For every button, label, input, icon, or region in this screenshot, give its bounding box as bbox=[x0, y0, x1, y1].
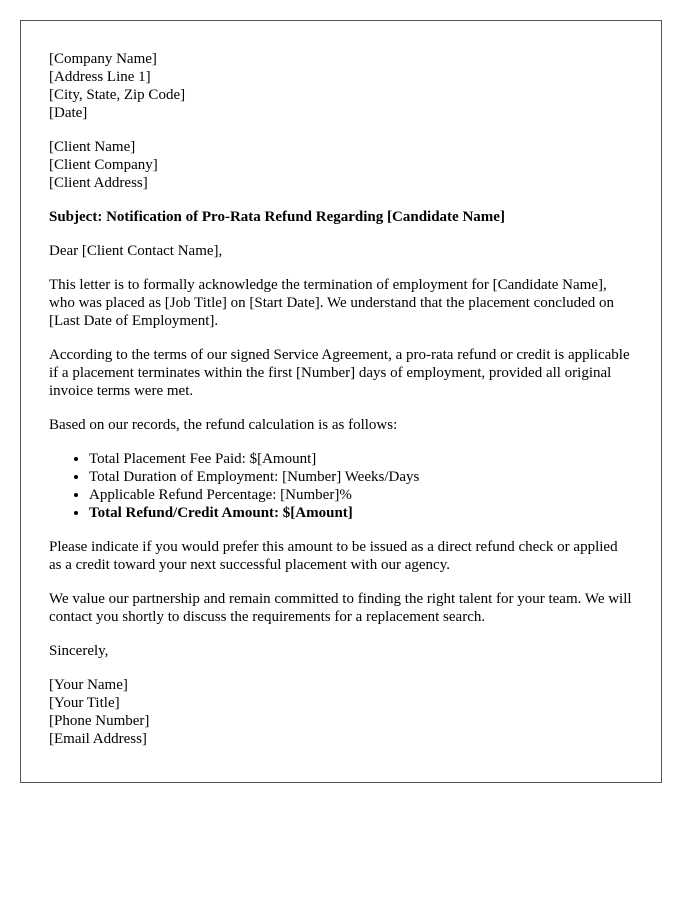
list-item-refund-percentage: • Applicable Refund Percentage: [Number]% bbox=[89, 486, 633, 504]
recipient-block bbox=[49, 138, 633, 192]
signature-block bbox=[49, 676, 633, 748]
recipient-client-name: [Client Name] bbox=[49, 139, 136, 155]
body-paragraph-termination: This letter is to formally acknowledge the termination of employment for [Candidate Name], who was placed as [Job Title] on [Start Date]. We understand that the placement concluded on [Last Date of Employment]. bbox=[49, 277, 615, 329]
signature-your-name: [Your Name] bbox=[49, 677, 128, 693]
sender-block bbox=[49, 50, 633, 122]
list-item-total-refund: • Total Refund/Credit Amount: $[Amount] bbox=[89, 504, 633, 522]
body-paragraph-agreement: According to the terms of our signed Service Agreement, a pro-rata refund or credit is applicable if a placement terminates within the first [Number] days of employment, provided all original invoice terms were met. bbox=[49, 347, 630, 399]
subject-line: Subject: Notification of Pro-Rata Refund Regarding [Candidate Name] bbox=[49, 209, 505, 225]
salutation: Dear [Client Contact Name], bbox=[49, 243, 223, 259]
letter-date: [Date] bbox=[49, 105, 88, 121]
body-paragraph-partnership: We value our partnership and remain committed to finding the right talent for your team. We will contact you shortly to discuss the requirements for a replacement search. bbox=[49, 591, 632, 625]
recipient-client-company: [Client Company] bbox=[49, 157, 158, 173]
body-paragraph-refund-preference: Please indicate if you would prefer this amount to be issued as a direct refund check or applied as a credit toward your next successful placement with our agency. bbox=[49, 539, 618, 573]
letter-page bbox=[20, 20, 662, 783]
refund-calculation-list bbox=[49, 450, 633, 522]
closing: Sincerely, bbox=[49, 643, 109, 659]
sender-city-state-zip: [City, State, Zip Code] bbox=[49, 87, 186, 103]
sender-company-name: [Company Name] bbox=[49, 51, 157, 67]
signature-email-address: [Email Address] bbox=[49, 731, 147, 747]
signature-your-title: [Your Title] bbox=[49, 695, 120, 711]
recipient-client-address: [Client Address] bbox=[49, 175, 148, 191]
body-paragraph-calculation-intro: Based on our records, the refund calculation is as follows: bbox=[49, 417, 398, 433]
signature-phone-number: [Phone Number] bbox=[49, 713, 150, 729]
sender-address-line-1: [Address Line 1] bbox=[49, 69, 151, 85]
list-item-placement-fee: • Total Placement Fee Paid: $[Amount] bbox=[89, 450, 633, 468]
list-item-employment-duration: • Total Duration of Employment: [Number] Weeks/Days bbox=[89, 468, 633, 486]
